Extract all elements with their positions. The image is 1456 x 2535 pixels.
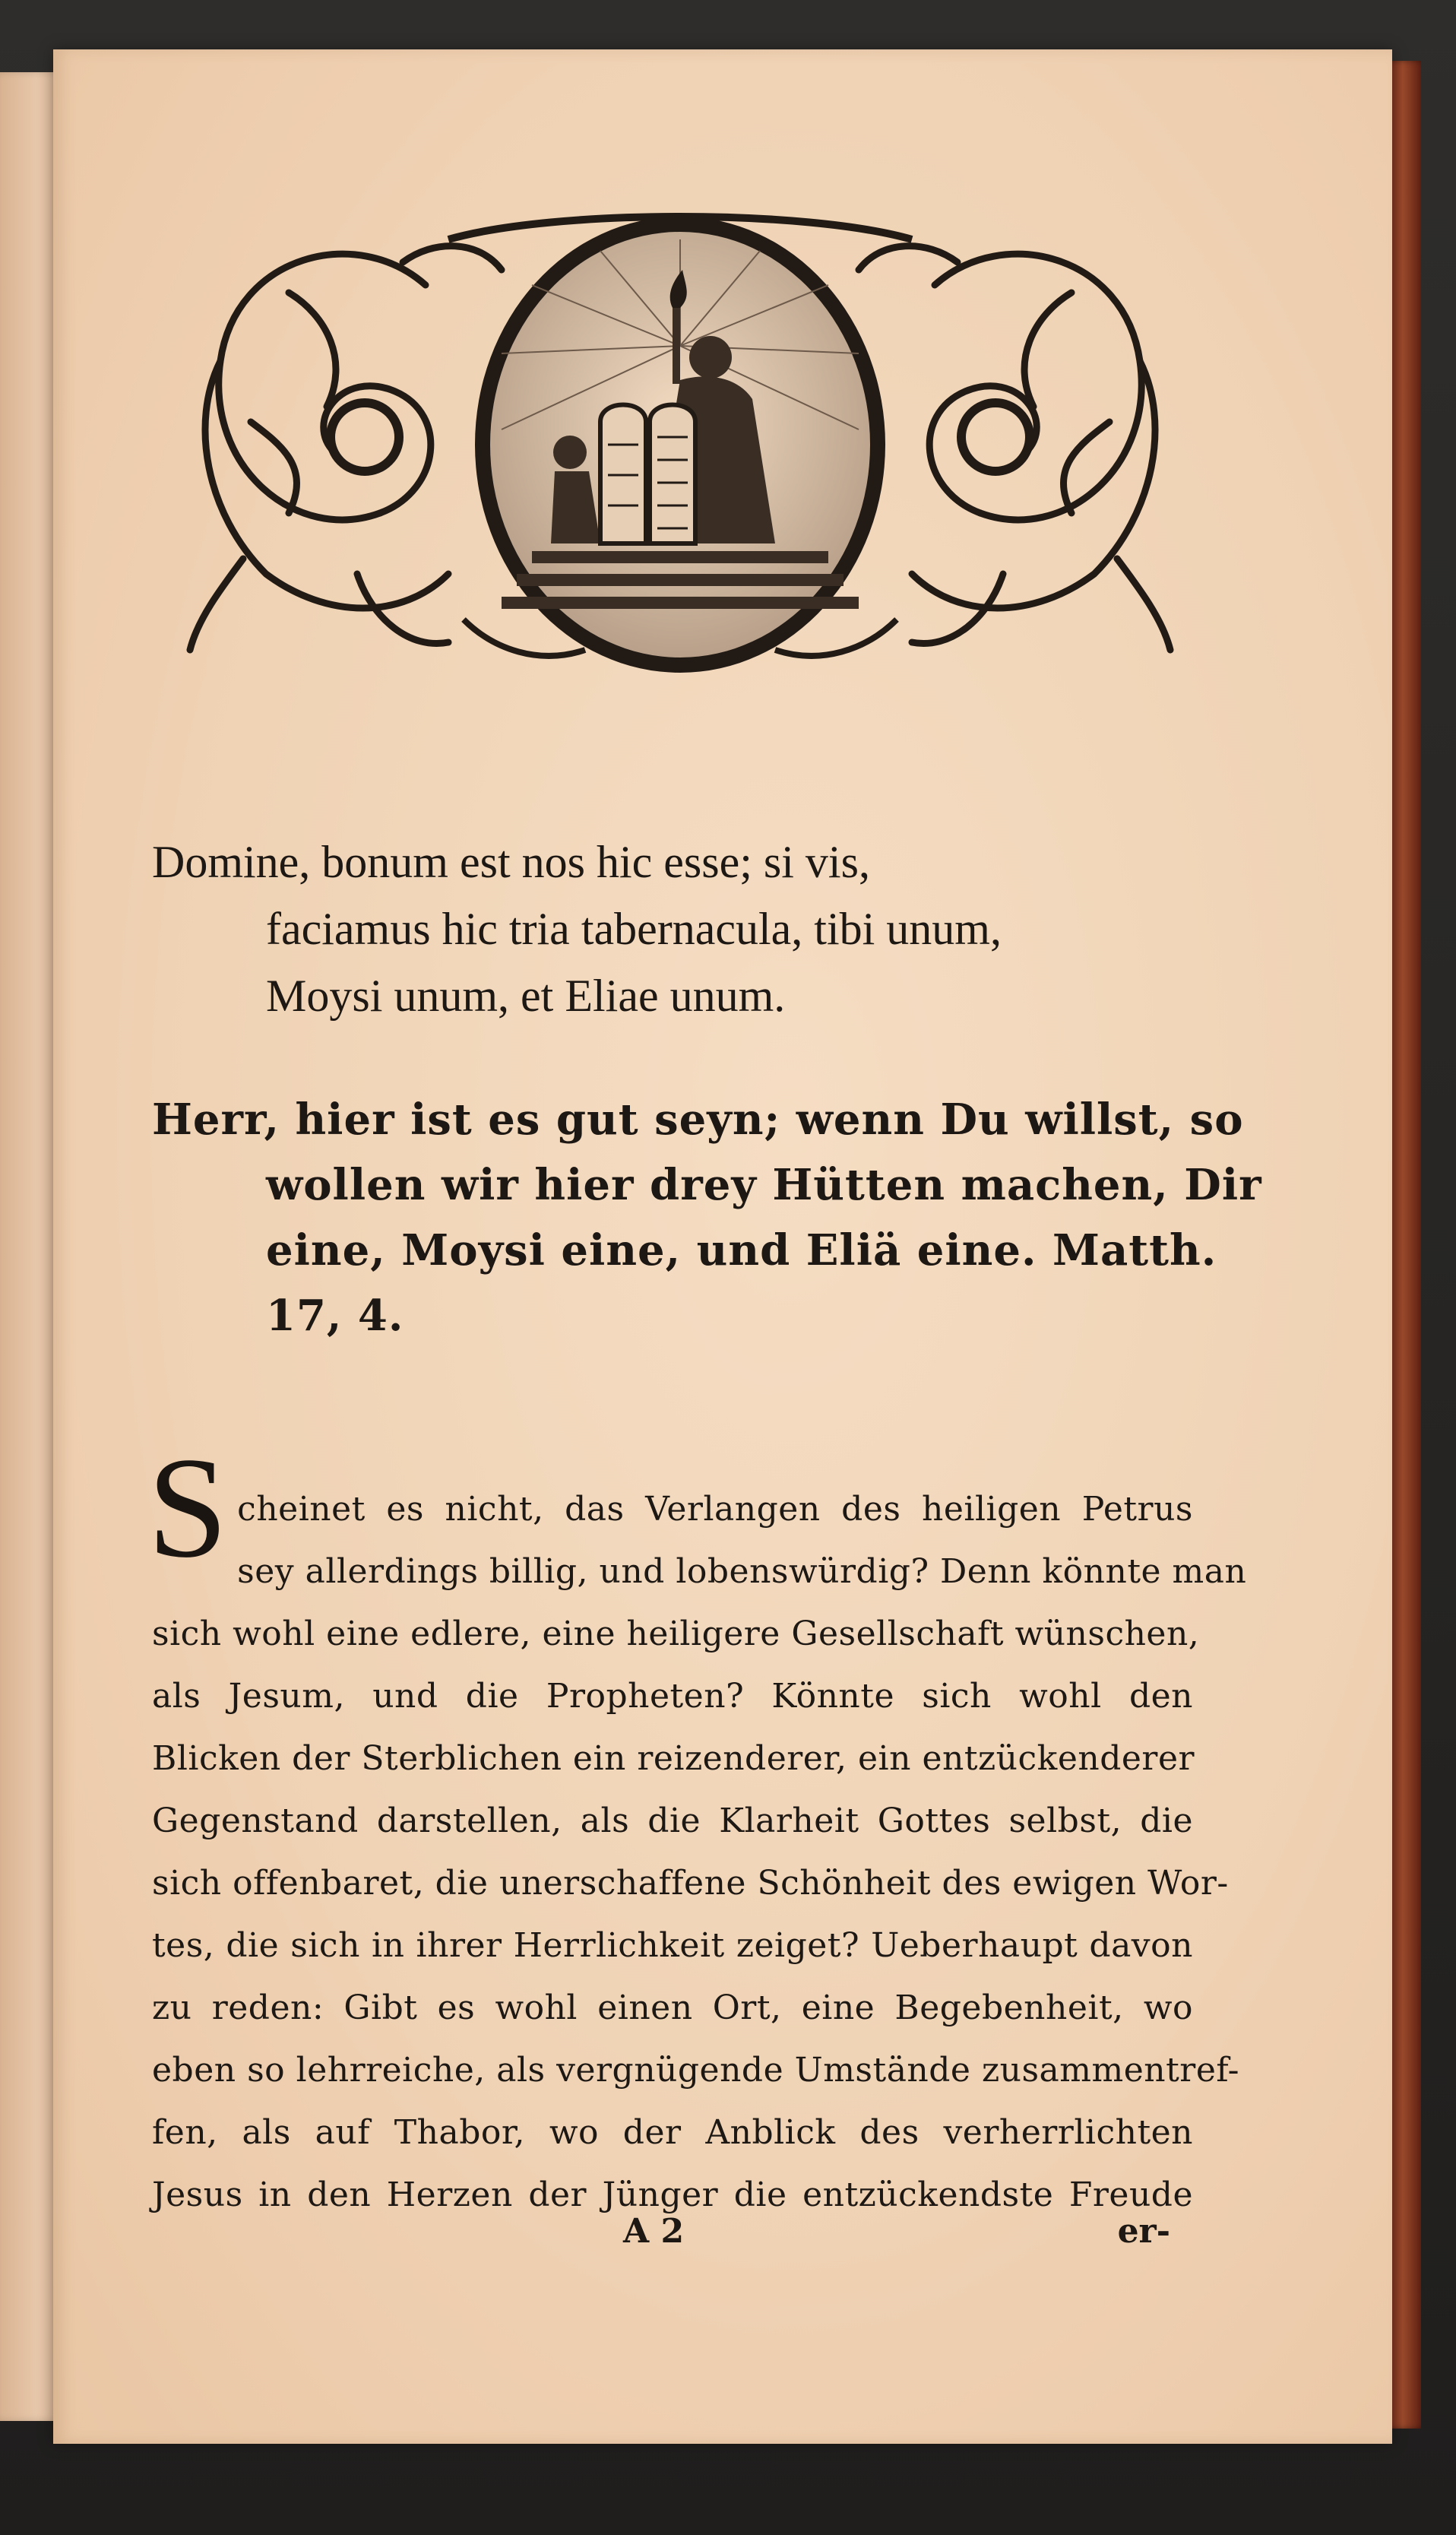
body-line: sich offenbaret, die unerschaffene Schönheit des ewigen Wor- bbox=[152, 1864, 1229, 1903]
page-footer bbox=[152, 2212, 1193, 2280]
latin-verse-line: Domine, bonum est nos hic esse; si vis, bbox=[152, 837, 870, 887]
body-line: Jesus in den Herzen der Jünger die entzückendste Freude bbox=[152, 2175, 1193, 2214]
german-verse-line: 17, 4. bbox=[266, 1291, 404, 1341]
left-scroll-curl bbox=[331, 403, 399, 471]
sermon-body bbox=[147, 1428, 1247, 2226]
body-line: eben so lehrreiche, als vergnügende Umstände zusammentref- bbox=[152, 2051, 1239, 2090]
german-verse-line: wollen wir hier drey Hütten machen, Dir bbox=[266, 1160, 1262, 1210]
body-line: Blicken der Sterblichen ein reizenderer, ein entzückenderer bbox=[152, 1739, 1195, 1778]
catchword: er- bbox=[1117, 2212, 1170, 2251]
latin-verse bbox=[152, 829, 1193, 1029]
right-scroll-ornament bbox=[859, 246, 1170, 650]
body-line: cheinet es nicht, das Verlangen des heiligen Petrus bbox=[237, 1490, 1193, 1529]
body-line: tes, die sich in ihrer Herrlichkeit zeiget? Ueberhaupt davon bbox=[152, 1926, 1193, 1965]
german-verse-line: eine, Moysi eine, und Eliä eine. Matth. bbox=[266, 1225, 1217, 1275]
signature-mark: A 2 bbox=[623, 2212, 685, 2251]
latin-verse-line: faciamus hic tria tabernacula, tibi unum, bbox=[266, 904, 1002, 954]
body-line: fen, als auf Thabor, wo der Anblick des verherrlichten bbox=[152, 2113, 1193, 2152]
tablets-of-the-law bbox=[600, 405, 695, 544]
body-line: als Jesum, und die Propheten? Könnte sich wohl den bbox=[152, 1677, 1193, 1716]
altar-steps bbox=[502, 551, 859, 609]
latin-verse-line: Moysi unum, et Eliae unum. bbox=[266, 971, 786, 1021]
drop-cap-initial: S bbox=[147, 1428, 229, 1588]
body-line: Gegenstand darstellen, als die Klarheit Gottes selbst, die bbox=[152, 1801, 1193, 1840]
german-verse bbox=[152, 1087, 1262, 1348]
body-line: zu reden: Gibt es wohl einen Ort, eine Begebenheit, wo bbox=[152, 1988, 1193, 2027]
right-scroll-curl bbox=[961, 403, 1030, 471]
left-page-edge bbox=[0, 72, 61, 2421]
german-verse-line: Herr, hier ist es gut seyn; wenn Du willst, so bbox=[152, 1095, 1244, 1145]
body-line: sich wohl eine edlere, eine heiligere Gesellschaft wünschen, bbox=[152, 1614, 1200, 1653]
body-line: sey allerdings billig, und lobenswürdig? Denn könnte man bbox=[237, 1552, 1247, 1591]
left-scroll-ornament bbox=[190, 246, 502, 650]
vignette-moses-tablets bbox=[175, 194, 1185, 688]
